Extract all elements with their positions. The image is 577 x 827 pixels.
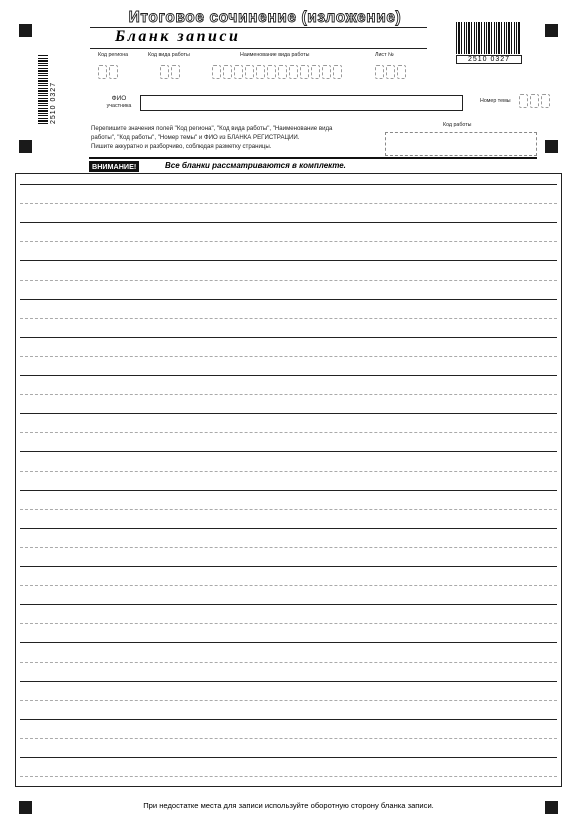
work-type-name-cell[interactable] — [234, 65, 243, 79]
region-code-field[interactable] — [98, 65, 118, 79]
writing-guide-line — [20, 241, 557, 242]
writing-line — [20, 681, 557, 682]
writing-guide-line — [20, 623, 557, 624]
corner-marker-top-left — [19, 24, 32, 37]
corner-marker-mid-right — [545, 140, 558, 153]
writing-guide-line — [20, 318, 557, 319]
sheet-number-label: Лист № — [375, 52, 394, 58]
attention-rule — [89, 157, 537, 159]
corner-marker-top-right — [545, 24, 558, 37]
barcode-right-number: 2510 0327 — [456, 55, 522, 64]
work-type-name-cell[interactable] — [289, 65, 298, 79]
writing-line — [20, 184, 557, 185]
writing-line — [20, 566, 557, 567]
sheet-number-cell[interactable] — [397, 65, 406, 79]
region-code-cell[interactable] — [98, 65, 107, 79]
work-type-name-cell[interactable] — [256, 65, 265, 79]
sheet-number-cell[interactable] — [386, 65, 395, 79]
work-type-name-cell[interactable] — [300, 65, 309, 79]
work-type-name-field[interactable] — [212, 65, 342, 79]
writing-guide-line — [20, 547, 557, 548]
topic-number-field[interactable] — [519, 94, 550, 108]
writing-line — [20, 375, 557, 376]
fio-sublabel: участника — [106, 103, 132, 109]
footer-note: При недостатке места для записи используйте оборотную сторону бланка записи. — [143, 801, 434, 810]
instructions-line-1: Перепишите значения полей "Код региона", "Код вида работы", "Наименование вида — [91, 125, 333, 132]
writing-guide-line — [20, 700, 557, 701]
work-type-name-cell[interactable] — [311, 65, 320, 79]
fio-label: ФИО — [111, 95, 127, 102]
writing-line — [20, 222, 557, 223]
work-type-name-cell[interactable] — [223, 65, 232, 79]
writing-line — [20, 719, 557, 720]
work-type-code-field[interactable] — [160, 65, 180, 79]
writing-line — [20, 337, 557, 338]
work-type-code-cell[interactable] — [160, 65, 169, 79]
work-type-name-cell[interactable] — [212, 65, 221, 79]
writing-guide-line — [20, 471, 557, 472]
work-type-name-cell[interactable] — [267, 65, 276, 79]
barcode-left-number-text: 2510 0327 — [50, 81, 57, 124]
writing-line — [20, 299, 557, 300]
writing-guide-line — [20, 356, 557, 357]
writing-guide-line — [20, 585, 557, 586]
writing-guide-line — [20, 280, 557, 281]
subtitle-rule — [90, 48, 427, 49]
corner-marker-mid-left — [19, 140, 32, 153]
work-type-name-cell[interactable] — [245, 65, 254, 79]
work-code-field[interactable] — [385, 132, 537, 156]
sheet-number-cell[interactable] — [375, 65, 384, 79]
work-type-name-cell[interactable] — [278, 65, 287, 79]
writing-guide-line — [20, 662, 557, 663]
work-type-code-cell[interactable] — [171, 65, 180, 79]
attention-label: ВНИМАНИЕ! — [89, 161, 139, 172]
writing-area[interactable] — [15, 173, 562, 787]
writing-guide-line — [20, 203, 557, 204]
writing-guide-line — [20, 509, 557, 510]
region-code-label: Код региона — [98, 52, 129, 58]
work-type-code-label: Код вида работы — [148, 52, 190, 58]
writing-line — [20, 642, 557, 643]
instructions-line-3: Пишите аккуратно и разборчиво, соблюдая разметку страницы. — [91, 143, 272, 150]
writing-line — [20, 490, 557, 491]
work-type-name-cell[interactable] — [333, 65, 342, 79]
writing-line — [20, 528, 557, 529]
sheet-number-field[interactable] — [375, 65, 406, 79]
topic-number-cell[interactable] — [519, 94, 528, 108]
writing-guide-line — [20, 738, 557, 739]
writing-line — [20, 451, 557, 452]
topic-number-cell[interactable] — [530, 94, 539, 108]
instructions-line-2: работы", "Код работы", "Номер темы" и ФИО из БЛАНКА РЕГИСТРАЦИИ. — [91, 134, 300, 141]
form-title: Итоговое сочинение (изложение) — [128, 9, 402, 26]
work-type-name-label: Наименование вида работы — [240, 52, 310, 58]
barcode-left-number — [50, 54, 60, 124]
barcode-right — [456, 22, 520, 54]
topic-number-cell[interactable] — [541, 94, 550, 108]
writing-line — [20, 757, 557, 758]
writing-line — [20, 413, 557, 414]
writing-guide-line — [20, 432, 557, 433]
region-code-cell[interactable] — [109, 65, 118, 79]
barcode-left — [38, 54, 48, 124]
form-subtitle: Бланк записи — [115, 28, 241, 45]
work-code-label: Код работы — [443, 122, 472, 128]
writing-guide-line — [20, 776, 557, 777]
work-type-name-cell[interactable] — [322, 65, 331, 79]
attention-text: Все бланки рассматриваются в комплекте. — [165, 161, 346, 170]
writing-line — [20, 260, 557, 261]
topic-number-label: Номер темы — [480, 98, 511, 104]
writing-line — [20, 604, 557, 605]
fio-input[interactable] — [140, 95, 463, 111]
writing-guide-line — [20, 394, 557, 395]
